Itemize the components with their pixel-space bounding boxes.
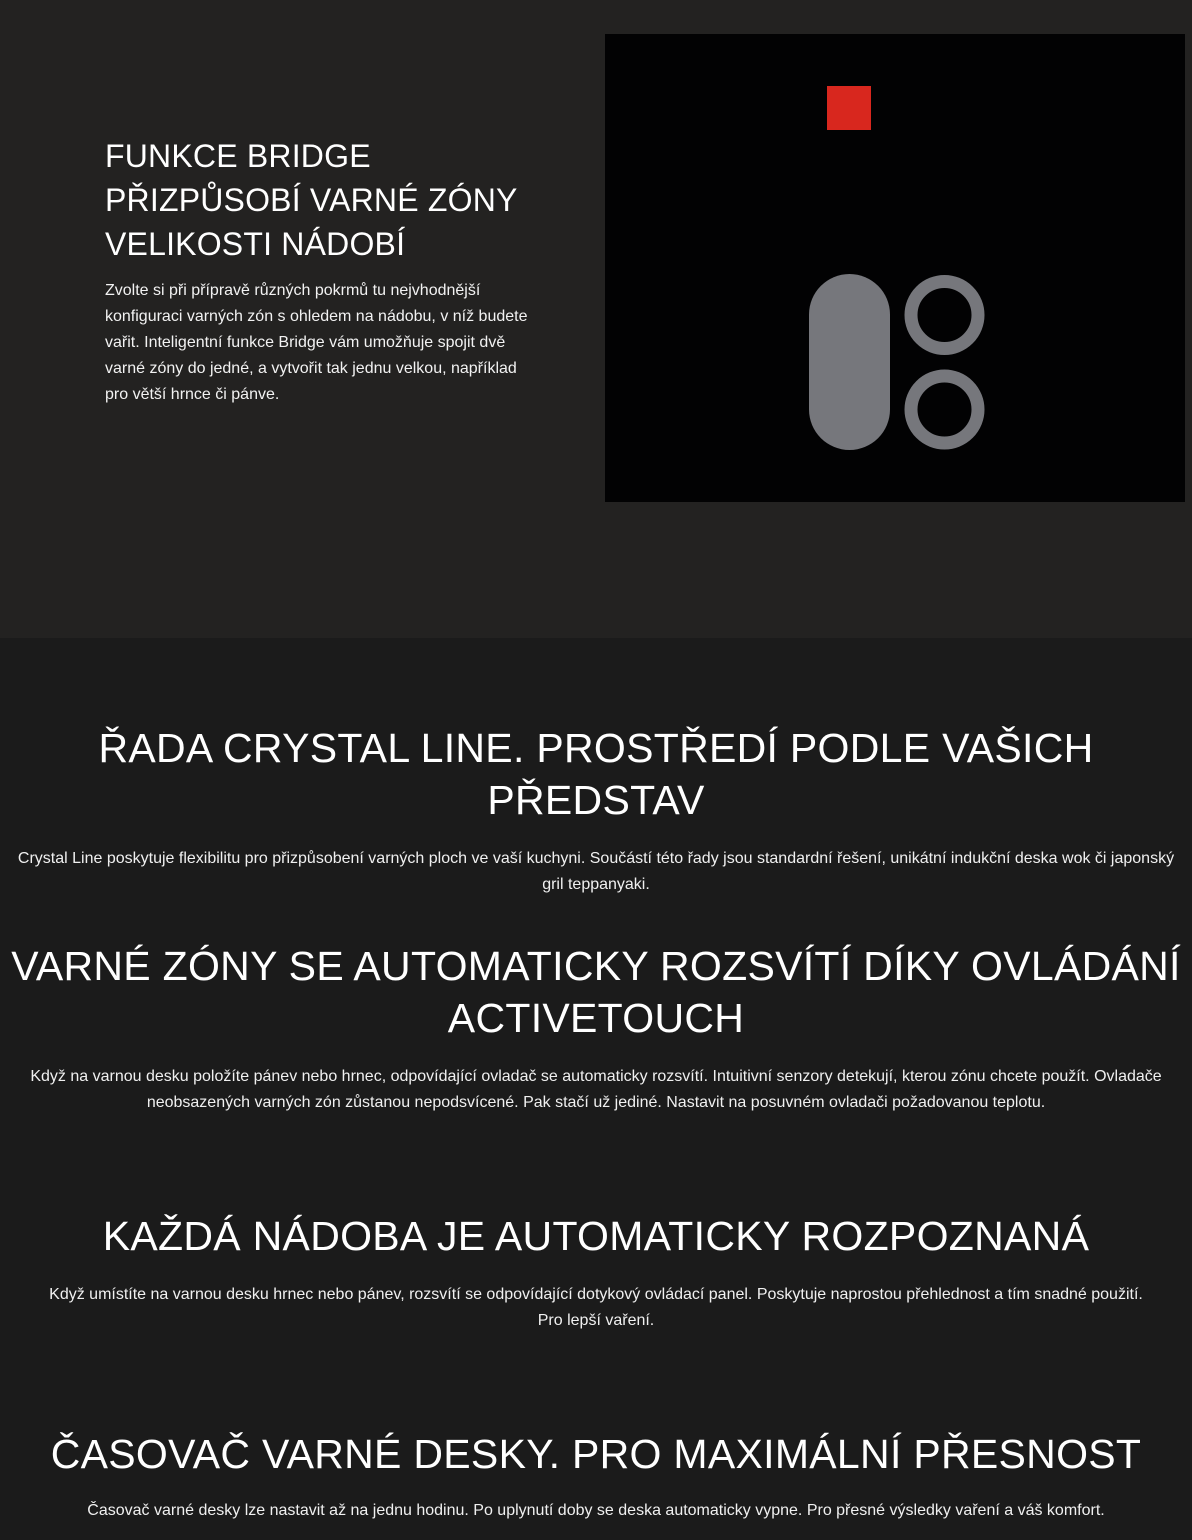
bridge-feature-section xyxy=(0,0,1192,638)
activetouch-block xyxy=(0,940,1192,1116)
crystal-line-heading: ŘADA CRYSTAL LINE. PROSTŘEDÍ PODLE VAŠICH PŘEDSTAV xyxy=(98,725,1094,823)
bridge-feature-title: FUNKCE BRIDGE PŘIZPŮSOBÍ VARNÉ ZÓNY VELIKOSTI NÁDOBÍ xyxy=(105,138,517,262)
activetouch-heading: VARNÉ ZÓNY SE AUTOMATICKY ROZSVÍTÍ DÍKY OVLÁDÁNÍ ACTIVETOUCH xyxy=(11,943,1181,1041)
activetouch-text: Když na varnou desku položíte pánev nebo hrnec, odpovídající ovladač se automaticky rozsvítí. Intuitivní senzory detekují, kterou zónu chcete použít. Ovladače neobsazených varných zón zůstanou nepodsvícené. Pak stačí už jediné. Nastavit na posuvném ovladači požadovanou teplotu. xyxy=(30,1068,1162,1111)
lower-zone-ring xyxy=(911,376,978,443)
bridge-feature-text xyxy=(105,134,535,408)
crystal-line-text: Crystal Line poskytuje flexibilitu pro přizpůsobení varných ploch ve vaší kuchyni. Součástí této řady jsou standardní řešení, unikátní indukční deska wok či japonský gril teppanyaki. xyxy=(17,850,1175,893)
crystal-line-block xyxy=(0,722,1192,898)
timer-heading: ČASOVAČ VARNÉ DESKY. PRO MAXIMÁLNÍ PŘESNOST xyxy=(50,1431,1142,1477)
bridge-feature-description: Zvolte si při přípravě různých pokrmů tu nejvhodnější konfiguraci varných zón s ohledem na nádobu, v níž budete vařit. Inteligentní funkce Bridge vám umožňuje spojit dvě varné zóny do jedné, a vytvořit tak jednu velkou, například pro větší hrnce či pánve. xyxy=(105,282,528,403)
pan-detection-heading: KAŽDÁ NÁDOBA JE AUTOMATICKY ROZPOZNANÁ xyxy=(102,1213,1090,1259)
pan-detection-block xyxy=(0,1210,1192,1334)
upper-zone-ring xyxy=(911,282,978,349)
features-list-section xyxy=(0,638,1192,1540)
timer-text: Časovač varné desky lze nastavit až na jednu hodinu. Po uplynutí doby se deska automaticky vypne. Pro přesné výsledky vaření a váš komfort. xyxy=(87,1502,1105,1519)
red-indicator-square xyxy=(827,86,871,130)
bridge-cooktop-zones-icon xyxy=(605,34,1185,502)
pan-detection-text: Když umístíte na varnou desku hrnec nebo pánev, rozsvítí se odpovídající dotykový ovládací panel. Poskytuje naprostou přehlednost a tím snadné použití. Pro lepší vaření. xyxy=(49,1286,1143,1329)
timer-block xyxy=(0,1428,1192,1524)
bridged-zone-shape xyxy=(809,274,890,450)
bridge-illustration xyxy=(605,34,1185,502)
